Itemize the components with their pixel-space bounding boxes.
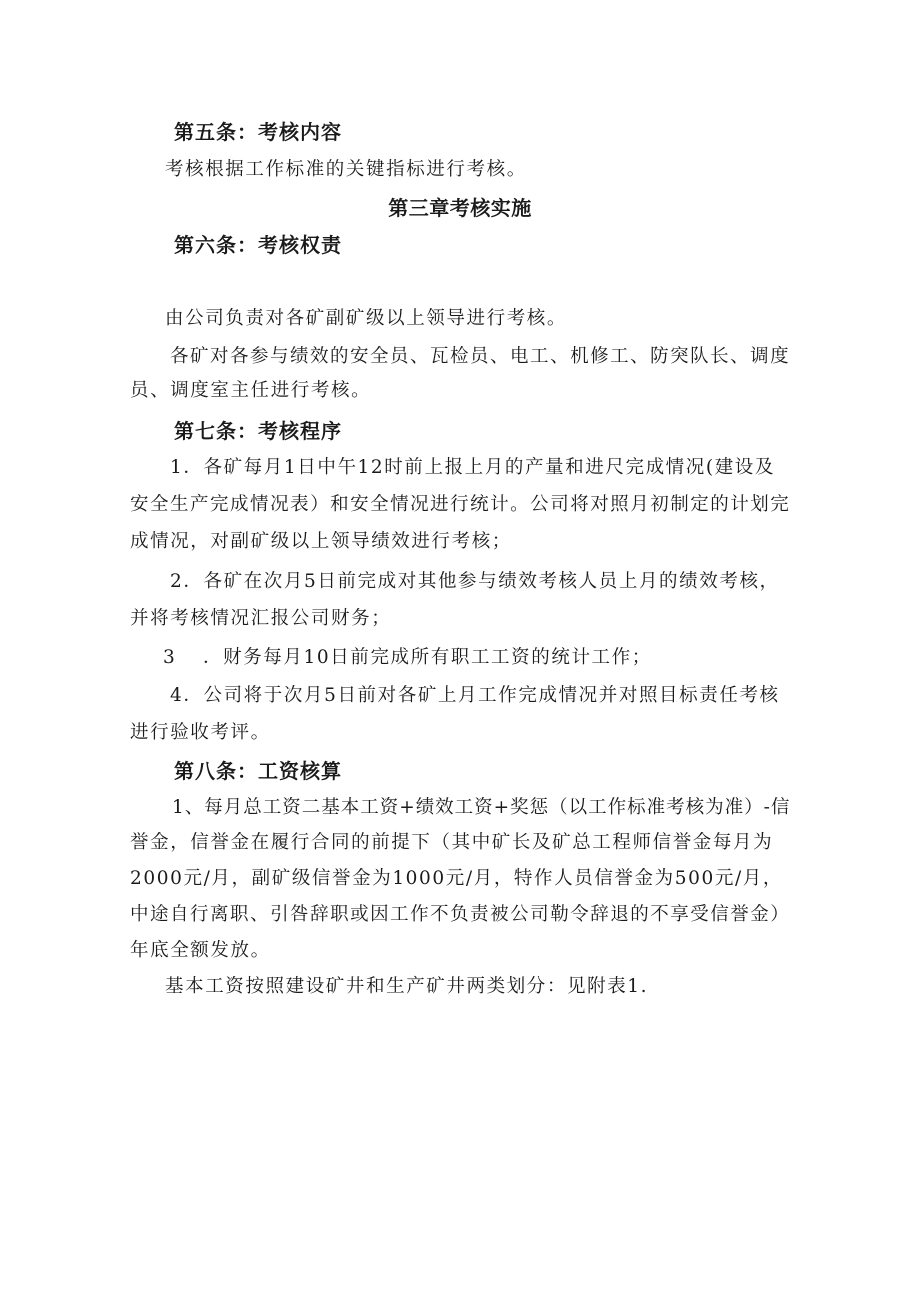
article-7-item-1-line-2: 安全生产完成情况表）和安全情况进行统计。公司将对照月初制定的计划完 [130, 494, 791, 515]
article-7-item-3-text: ．财务每月10日前完成所有职工工资的统计工作； [203, 647, 652, 668]
article-7-item-1-line-1: 1．各矿每月1日中午12时前上报上月的产量和进尺完成情况(建设及 [170, 457, 776, 478]
article-7-item-1-line-3: 成情况，对副矿级以上领导绩效进行考核； [130, 531, 512, 552]
article-7-item-4-line-2: 进行验收考评。 [130, 722, 271, 743]
article-7-item-2-line-2: 并将考核情况汇报公司财务； [130, 608, 392, 629]
article-6-paragraph-2-line-1: 各矿对各参与绩效的安全员、瓦检员、电工、机修工、防突队长、调度 [170, 346, 791, 367]
article-7-item-2-line-1: 2．各矿在次月5日前完成对其他参与绩效考核人员上月的绩效考核， [170, 571, 780, 592]
article-6-paragraph-2-line-2: 员、调度室主任进行考核。 [130, 380, 372, 401]
article-5-heading: 第五条：考核内容 [174, 120, 342, 144]
article-8-item-1-line-3: 2000元/月，副矿级信誉金为1000元/月，特作人员信誉金为500元/月， [130, 868, 783, 889]
article-7-item-3-number: 3 [163, 647, 177, 668]
article-5-body: 考核根据工作标准的关键指标进行考核。 [165, 159, 527, 180]
article-8-item-1-line-5: 年底全额发放。 [130, 940, 271, 961]
chapter-3-title: 第三章考核实施 [388, 196, 532, 220]
article-8-base-pay-note: 基本工资按照建设矿井和生产矿井两类划分：见附表1. [165, 976, 649, 997]
article-8-item-1-line-4: 中途自行离职、引咎辞职或因工作不负责被公司勒令辞退的不享受信誉金） [130, 904, 791, 925]
article-6-heading: 第六条：考核权责 [174, 233, 342, 257]
article-8-heading: 第八条：工资核算 [174, 759, 342, 783]
article-8-item-1-line-2: 誉金，信誉金在履行合同的前提下（其中矿长及矿总工程师信誉金每月为 [130, 832, 774, 853]
article-7-item-4-line-1: 4．公司将于次月5日前对各矿上月工作完成情况并对照目标责任考核 [170, 685, 780, 706]
article-6-paragraph-1: 由公司负责对各矿副矿级以上领导进行考核。 [165, 308, 568, 329]
article-8-item-1-line-1: 1、每月总工资二基本工资+绩效工资+奖惩（以工作标准考核为准）-信 [172, 797, 791, 818]
article-7-heading: 第七条：考核程序 [174, 419, 342, 443]
